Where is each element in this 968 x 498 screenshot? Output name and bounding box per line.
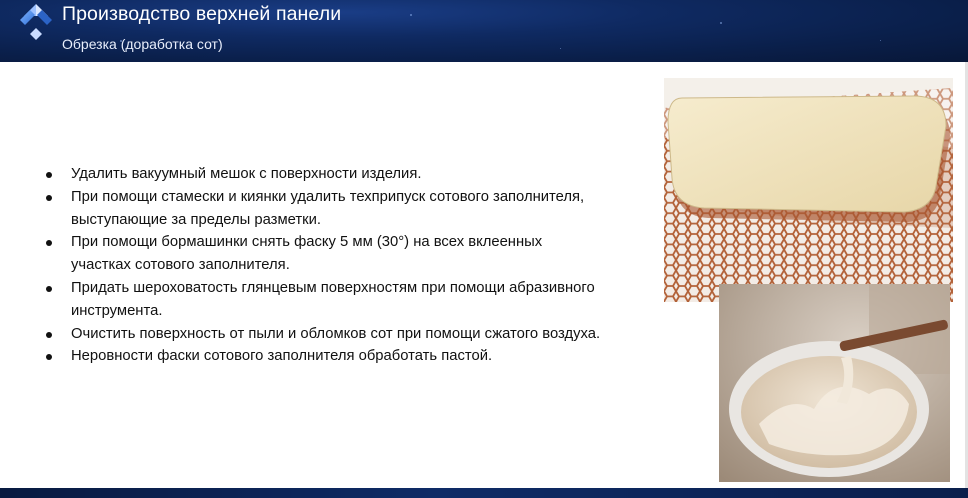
bullet-icon (46, 240, 52, 246)
page-subtitle: Обрезка (доработка сот) (62, 36, 223, 52)
list-item-text: Удалить вакуумный мешок с поверхности изделия. (71, 166, 422, 182)
page-title: Производство верхней панели (62, 3, 342, 25)
list-item-text: При помощи бормашинки снять фаску 5 мм (30°) на всех вклеенных участках сотового заполнителя. (71, 234, 543, 274)
bullet-icon (46, 286, 52, 292)
list-item-text: Неровности фаски сотового заполнителя обработать пастой. (71, 348, 493, 365)
diamond-logo-icon (14, 2, 58, 46)
bullet-icon (46, 195, 52, 201)
list-item (45, 323, 605, 346)
bullet-icon (46, 354, 52, 360)
list-item (45, 231, 605, 277)
list-item (45, 277, 605, 323)
star-dot (410, 14, 412, 16)
slide-header (0, 0, 968, 62)
list-item-text: При помощи стамески и киянки удалить техприпуск сотового заполнителя, выступающие за пределы разметки. (71, 188, 585, 228)
list-item-text: Очистить поверхность от пыли и обломков сот при помощи сжатого воздуха. (71, 325, 601, 342)
star-dot (880, 40, 881, 41)
paste-cup-photo (719, 284, 950, 482)
star-dot (720, 22, 722, 24)
bullet-icon (46, 332, 52, 338)
list-item (45, 163, 605, 186)
list-item (45, 186, 605, 232)
honeycomb-panel-photo (664, 78, 953, 302)
honeycomb-panel-illustration (664, 78, 953, 302)
paste-cup-illustration (719, 284, 950, 482)
star-dot (560, 48, 561, 49)
list-item (45, 345, 605, 368)
list-item-text: Придать шероховатость глянцевым поверхностям при помощи абразивного инструмента. (71, 279, 595, 319)
slide-footer (0, 488, 968, 498)
bullet-icon (46, 172, 52, 178)
instruction-list (45, 163, 605, 368)
